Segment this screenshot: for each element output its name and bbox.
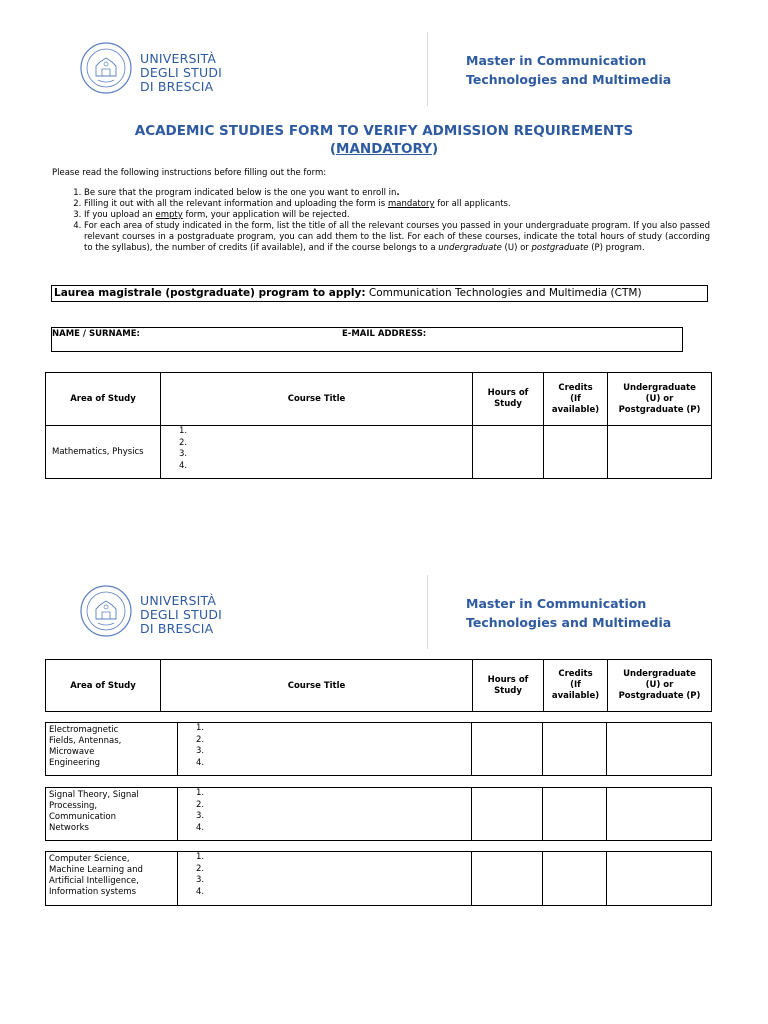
row-credits-cell[interactable] (543, 852, 607, 906)
row-area: Electromagnetic Fields, Antennas, Microwave Engineering (46, 723, 178, 776)
university-line2: DEGLI STUDI (140, 65, 223, 80)
col-course-title: Course Title (161, 373, 473, 426)
col-level: Undergraduate (U) or Postgraduate (P) (608, 660, 712, 712)
row-area: Mathematics, Physics (46, 426, 161, 479)
master-line2: Technologies and Multimedia (466, 72, 672, 87)
row-hours-cell[interactable] (472, 723, 543, 776)
row-level-cell[interactable] (608, 426, 712, 479)
row-course-list[interactable]: 1. 2. 3. 4. (161, 426, 473, 479)
form-title-line2: (MANDATORY) (329, 141, 439, 157)
table-row (45, 722, 712, 776)
email-address-field[interactable]: E-MAIL ADDRESS: (342, 329, 427, 339)
col-level: Undergraduate (U) or Postgraduate (P) (608, 373, 712, 426)
university-line3: DI BRESCIA (140, 79, 214, 94)
instruction-item: 1. Be sure that the program indicated below is the one you want to enroll in. (84, 188, 710, 199)
master-program-title: Master in Communication Technologies and Multimedia (466, 596, 672, 630)
col-credits: Credits (If available) (544, 660, 608, 712)
mandatory-label: MANDATORY (336, 141, 432, 157)
table-row (45, 851, 712, 906)
col-course-title: Course Title (161, 660, 473, 712)
col-hours-of-study: Hours of Study (473, 660, 544, 712)
header-divider (427, 575, 428, 649)
instructions-intro: Please read the following instructions before filling out the form: (52, 168, 327, 178)
name-surname-field[interactable]: NAME / SURNAME: (52, 329, 140, 339)
master-program-title (466, 51, 671, 89)
row-hours-cell[interactable] (473, 426, 544, 479)
master-line1: Master in Communication (466, 53, 647, 68)
row-credits-cell[interactable] (543, 788, 607, 841)
col-area-of-study: Area of Study (46, 373, 161, 426)
row-credits-cell[interactable] (544, 426, 608, 479)
university-line1: UNIVERSITÀ (140, 51, 217, 66)
instructions-list (52, 188, 710, 254)
university-name (140, 52, 222, 94)
row-credits-cell[interactable] (543, 723, 607, 776)
header-divider (427, 32, 428, 106)
col-credits: Credits (If available) (544, 373, 608, 426)
row-hours-cell[interactable] (472, 852, 543, 906)
row-level-cell[interactable] (607, 852, 712, 906)
row-area: Computer Science, Machine Learning and Artificial Intelligence, Information systems (46, 852, 178, 906)
row-level-cell[interactable] (607, 788, 712, 841)
course-table-header (45, 659, 712, 712)
program-value: Communication Technologies and Multimedia (CTM) (365, 287, 642, 299)
instruction-item: 3. If you upload an empty form, your application will be rejected. (84, 210, 710, 221)
identity-fields (51, 327, 683, 352)
row-area: Signal Theory, Signal Processing, Communication Networks (46, 788, 178, 841)
table-row (45, 425, 712, 479)
instruction-item: 4. For each area of study indicated in the form, list the title of all the relevant courses you passed in your undergraduate program. If you also passed relevant courses in a postgraduate program, you can add them to the list. For each of these courses, indicate the total hours of study (according to the syllabus), the number of credits (if available), and if the course belongs to a undergraduate (U) or postgraduate (P) program. (84, 221, 710, 254)
course-table-header (45, 372, 712, 426)
col-hours-of-study: Hours of Study (473, 373, 544, 426)
instruction-item: 2. Filling it out with all the relevant information and uploading the form is mandatory for all applicants. (84, 199, 710, 210)
row-level-cell[interactable] (607, 723, 712, 776)
row-course-list[interactable]: 1. 2. 3. 4. (178, 723, 472, 776)
col-area-of-study: Area of Study (46, 660, 161, 712)
row-course-list[interactable]: 1. 2. 3. 4. (178, 788, 472, 841)
program-field[interactable] (51, 285, 708, 302)
program-label: Laurea magistrale (postgraduate) program to apply: (54, 287, 366, 299)
university-name: UNIVERSITÀ DEGLI STUDI DI BRESCIA (140, 593, 223, 636)
form-title (0, 122, 768, 158)
row-hours-cell[interactable] (472, 788, 543, 841)
university-seal-logo (80, 585, 132, 637)
row-course-list[interactable]: 1. 2. 3. 4. (178, 852, 472, 906)
table-row (45, 787, 712, 841)
form-title-line1: ACADEMIC STUDIES FORM TO VERIFY ADMISSION REQUIREMENTS (134, 123, 634, 139)
university-seal-logo (80, 42, 132, 94)
